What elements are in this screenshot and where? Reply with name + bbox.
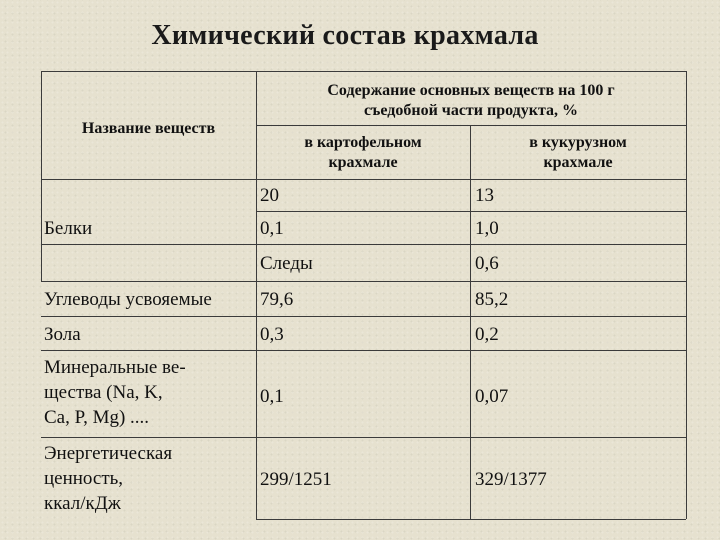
cell-minerals-potato: 0,1 bbox=[260, 386, 284, 407]
header-content-line1: Содержание основных веществ на 100 г bbox=[327, 82, 615, 99]
header-bottom-line bbox=[41, 179, 686, 180]
header-name-column: Название веществ bbox=[81, 120, 216, 137]
row-label-proteins: Белки bbox=[44, 218, 93, 239]
row-label-minerals-line1: Минеральные ве- bbox=[44, 357, 186, 378]
table-border-left bbox=[41, 71, 42, 281]
header-corn-line1: в кукурузном bbox=[529, 134, 627, 151]
header-divider bbox=[256, 125, 686, 126]
row-label-energy-line3: ккал/кДж bbox=[44, 493, 121, 514]
cell-ash-corn: 0,2 bbox=[475, 324, 499, 345]
cell-proteins-potato-1: 20 bbox=[260, 185, 279, 206]
cell-proteins-potato-2: 0,1 bbox=[260, 218, 284, 239]
row-label-ash: Зола bbox=[44, 324, 81, 345]
cell-proteins-corn-1: 13 bbox=[475, 185, 494, 206]
row-label-minerals-line2: щества (Na, K, bbox=[44, 382, 163, 403]
row-label-minerals-line3: Ca, P, Mg) .... bbox=[44, 407, 150, 428]
cell-traces-potato: Следы bbox=[260, 253, 313, 274]
cell-carbs-potato: 79,6 bbox=[260, 289, 294, 310]
row-divider bbox=[256, 211, 686, 212]
cell-carbs-corn: 85,2 bbox=[475, 289, 509, 310]
page-title: Химический состав крахмала bbox=[151, 20, 539, 51]
row-divider bbox=[41, 350, 686, 351]
cell-energy-corn: 329/1377 bbox=[475, 469, 547, 490]
cell-energy-potato: 299/1251 bbox=[260, 469, 332, 490]
header-corn-line2: крахмале bbox=[543, 154, 613, 171]
row-divider bbox=[41, 437, 686, 438]
row-label-carbs: Углеводы усвояемые bbox=[44, 289, 212, 310]
cell-traces-corn: 0,6 bbox=[475, 253, 499, 274]
cell-minerals-corn: 0,07 bbox=[475, 386, 509, 407]
header-potato-line1: в картофельном bbox=[304, 134, 422, 151]
column-divider bbox=[470, 125, 471, 519]
cell-ash-potato: 0,3 bbox=[260, 324, 284, 345]
header-content-line2: съедобной части продукта, % bbox=[363, 102, 579, 119]
row-label-energy-line2: ценность, bbox=[44, 468, 124, 489]
row-divider bbox=[41, 244, 686, 245]
cell-proteins-corn-2: 1,0 bbox=[475, 218, 499, 239]
header-potato-line2: крахмале bbox=[328, 154, 398, 171]
row-label-energy-line1: Энергетическая bbox=[44, 443, 173, 464]
table-border-top bbox=[41, 71, 686, 72]
table-border-bottom bbox=[256, 519, 686, 520]
table-border-right bbox=[686, 71, 687, 519]
row-divider bbox=[41, 316, 686, 317]
row-divider bbox=[41, 281, 686, 282]
